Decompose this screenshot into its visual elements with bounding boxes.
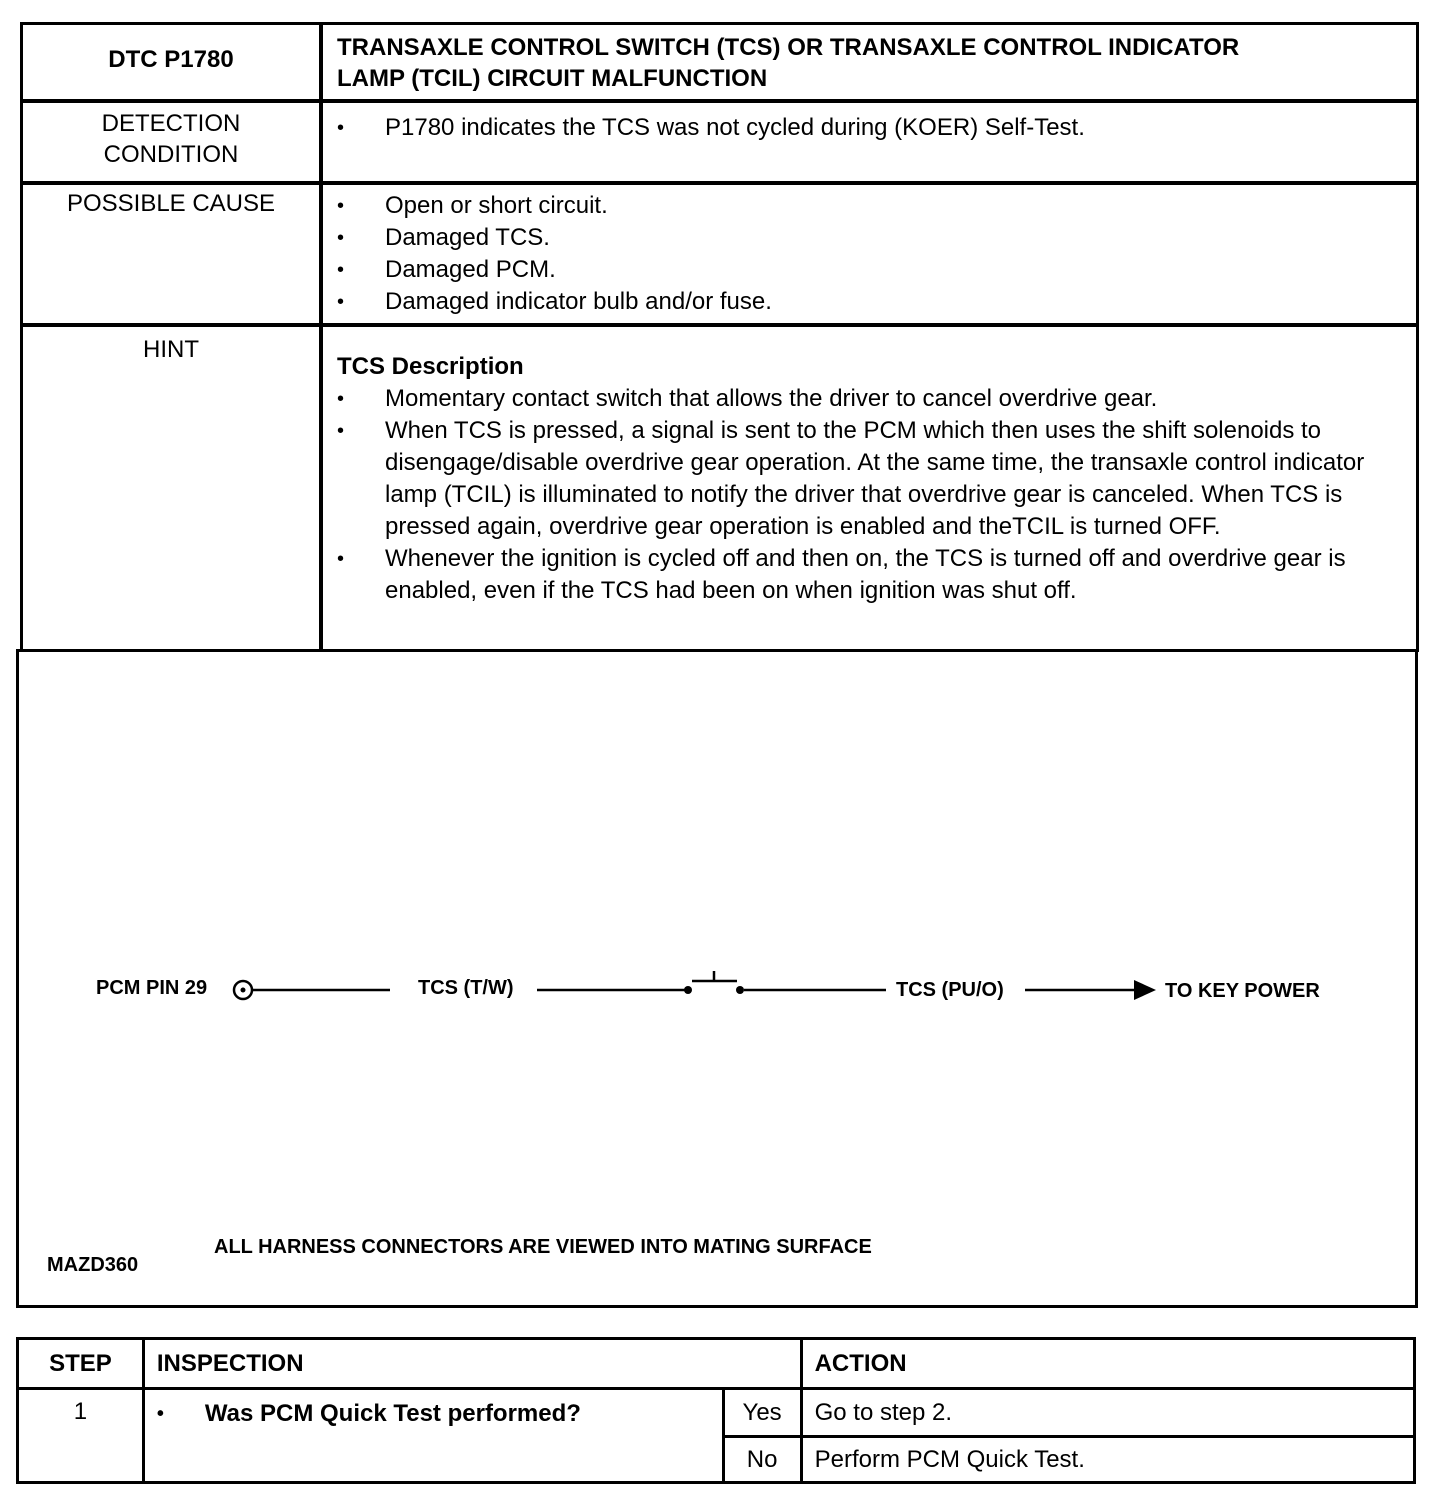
yes-action: Go to step 2.: [801, 1389, 1414, 1437]
list-item: • Whenever the ignition is cycled off and then on, the TCS is turned off and overdrive gear is enabled, even if the TCS had been on when ignition was shut off.: [337, 543, 1409, 607]
switch-terminal-dot: [684, 986, 692, 994]
arrow-right-icon: [1134, 980, 1156, 1000]
dtc-code-label: DTC P1780: [108, 46, 234, 73]
diagram-code: MAZD360: [47, 1254, 139, 1276]
inspection-question: • Was PCM Quick Test performed?: [157, 1398, 710, 1430]
dtc-title-line2: LAMP (TCIL) CIRCUIT MALFUNCTION: [337, 65, 768, 92]
answer-yes-label: Yes: [723, 1389, 801, 1437]
list-item: • Damaged TCS.: [337, 222, 1407, 254]
list-item: • Damaged PCM.: [337, 254, 1407, 286]
hint-heading: TCS Description: [337, 353, 524, 380]
inspection-column-header: INSPECTION: [143, 1339, 801, 1389]
no-action: Perform PCM Quick Test.: [801, 1437, 1414, 1483]
list-item: • Damaged indicator bulb and/or fuse.: [337, 286, 1407, 318]
tcs-puo-label: TCS (PU/O): [896, 979, 1004, 1001]
step-column-header: STEP: [18, 1339, 144, 1389]
pin-connector-dot: [241, 988, 246, 993]
list-item: • Open or short circuit.: [337, 190, 1407, 222]
to-key-power-label: TO KEY POWER: [1165, 980, 1320, 1002]
action-column-header: ACTION: [801, 1339, 1414, 1389]
inspection-steps-table: [16, 1337, 1416, 1484]
list-item: • P1780 indicates the TCS was not cycled during (KOER) Self-Test.: [337, 112, 1407, 144]
switch-terminal-dot: [736, 986, 744, 994]
answer-no-label: No: [723, 1437, 801, 1483]
detection-label-line2: CONDITION: [103, 141, 239, 168]
list-item: • When TCS is pressed, a signal is sent to the PCM which then uses the shift solenoids to disengage/disable overdrive gear operation. At the same time, the transaxle control indicator lamp (TCIL) is illuminated to notify the driver that overdrive gear is canceled. When TCS is pressed again, overdrive gear operation is enabled and theTCIL is turned OFF.: [337, 415, 1409, 543]
list-item: • Momentary contact switch that allows the driver to cancel overdrive gear.: [337, 383, 1409, 415]
possible-cause-label: POSSIBLE CAUSE: [66, 190, 276, 217]
dtc-title-line1: TRANSAXLE CONTROL SWITCH (TCS) OR TRANSAXLE CONTROL INDICATOR: [337, 34, 1240, 61]
step-number: 1: [18, 1389, 144, 1483]
harness-note: ALL HARNESS CONNECTORS ARE VIEWED INTO MATING SURFACE: [214, 1236, 872, 1258]
hint-label: HINT: [143, 336, 199, 363]
pcm-pin-label: PCM PIN 29: [96, 977, 208, 999]
tcs-tw-label: TCS (T/W): [418, 977, 514, 999]
inspection-question-cell: [143, 1389, 723, 1483]
detection-label-line1: DETECTION: [101, 110, 241, 137]
